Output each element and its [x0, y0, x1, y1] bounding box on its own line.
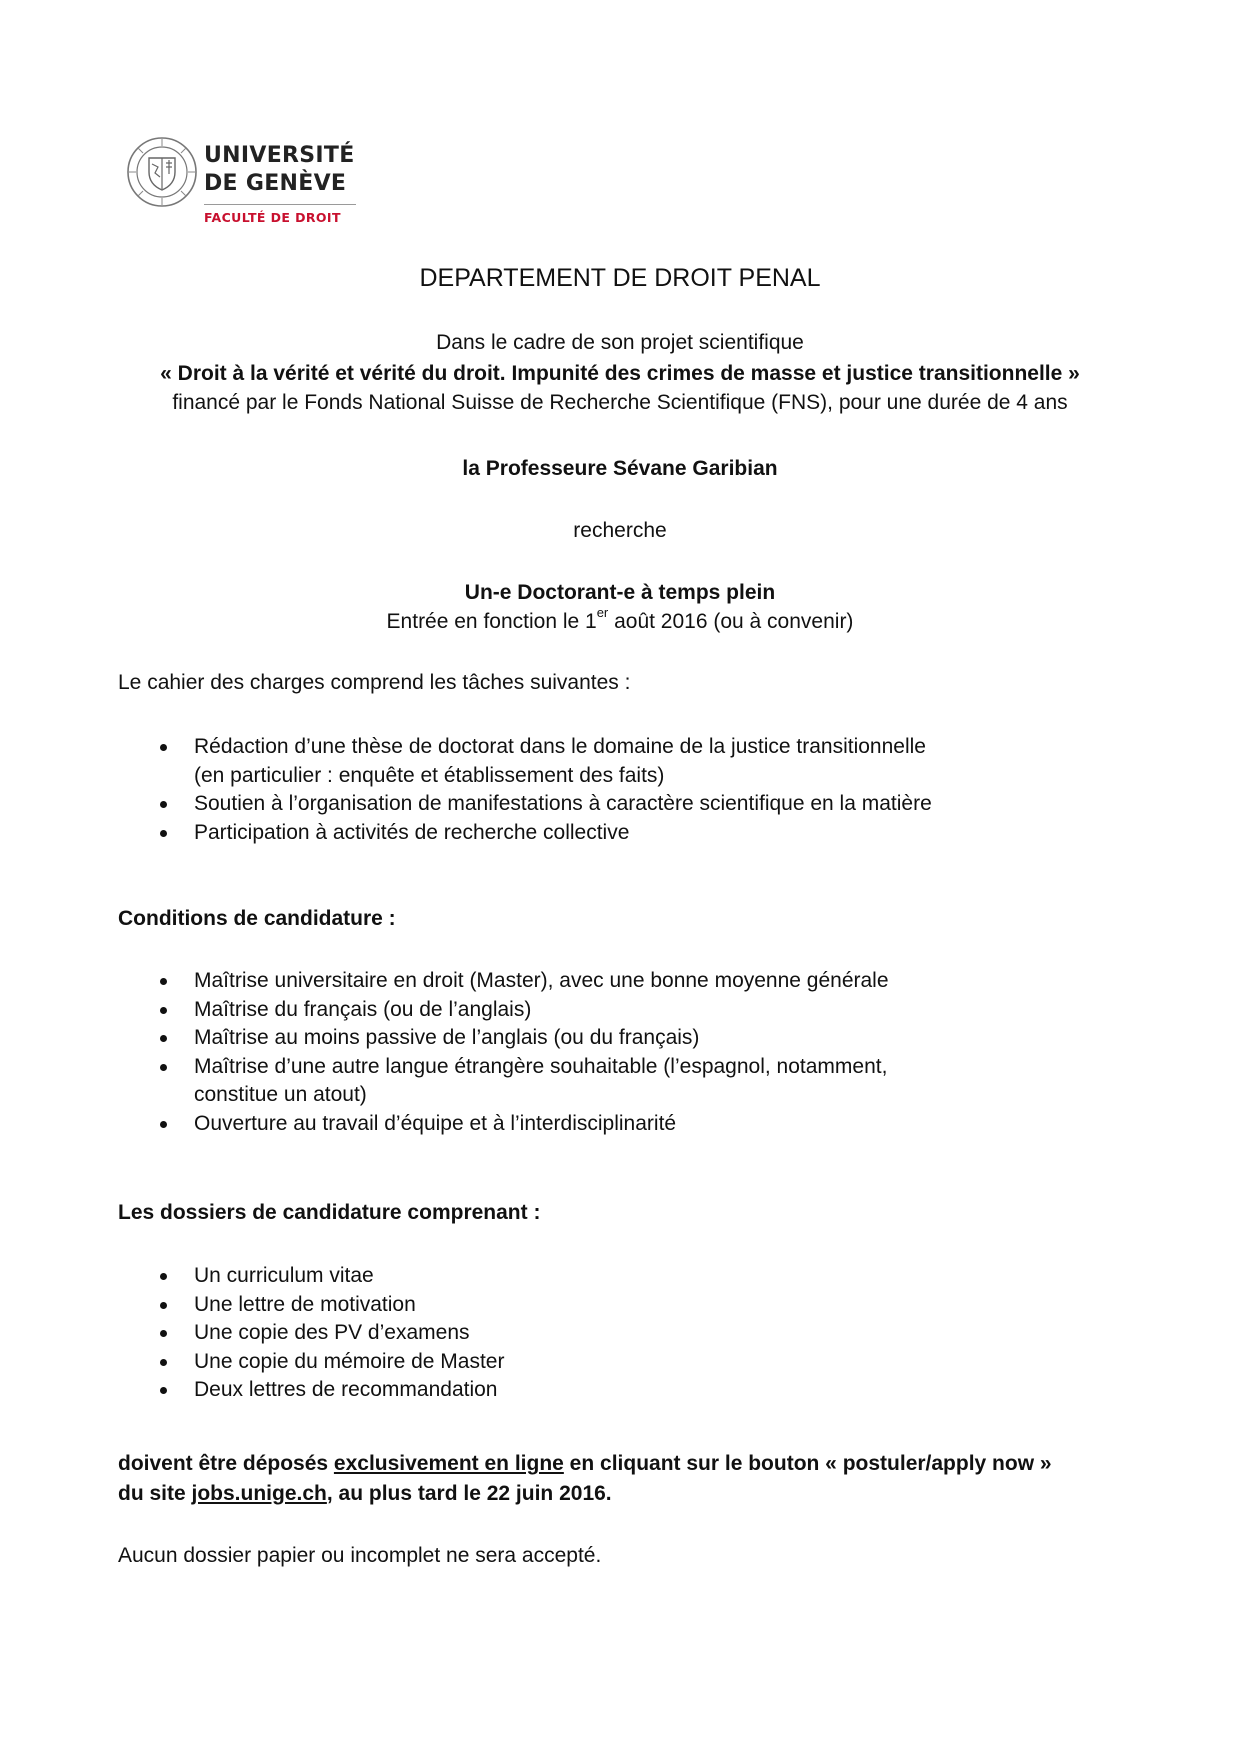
footer-note: Aucun dossier papier ou incomplet ne sera accepté. — [118, 1544, 602, 1567]
university-name — [204, 142, 355, 198]
list-item-text: Maîtrise au moins passive de l’anglais (ou du français) — [194, 1026, 700, 1049]
list-item — [118, 1024, 889, 1053]
list-item — [118, 967, 889, 996]
professor-name: la Professeure Sévane Garibian — [462, 457, 778, 480]
recherche-text: recherche — [573, 519, 667, 542]
dossiers-list — [118, 1262, 504, 1405]
start-date — [0, 605, 1240, 636]
submission-text: , au plus tard le 22 juin 2016. — [326, 1482, 612, 1505]
list-item-text: Rédaction d’une thèse de doctorat dans le domaine de la justice transitionnelle — [194, 735, 926, 758]
list-item — [118, 1053, 889, 1110]
list-item-text: Ouverture au travail d’équipe et à l’interdisciplinarité — [194, 1111, 677, 1135]
funding-line: financé par le Fonds National Suisse de Recherche Scientifique (FNS), pour une durée de 4 ans — [172, 391, 1068, 414]
list-item-text: Une lettre de motivation — [194, 1292, 416, 1316]
submission-text: doivent être déposés — [118, 1452, 334, 1475]
start-date-superscript: er — [596, 605, 609, 620]
list-item — [118, 996, 889, 1025]
position-title: Un-e Doctorant-e à temps plein — [464, 581, 776, 604]
list-item — [118, 1376, 504, 1405]
logo-divider — [204, 204, 356, 205]
list-item — [118, 1110, 889, 1139]
list-item-text: Deux lettres de recommandation — [194, 1378, 498, 1401]
list-item-text-continued: constitue un atout) — [194, 1083, 367, 1106]
geneva-seal-icon — [126, 136, 198, 208]
list-item-text: Soutien à l’organisation de manifestations à caractère scientifique en la matière — [194, 792, 932, 815]
list-item-text-continued: (en particulier : enquête et établissement des faits) — [194, 763, 665, 787]
conditions-heading: Conditions de candidature : — [118, 907, 396, 930]
submission-line-1 — [118, 1450, 1052, 1478]
list-item — [118, 1319, 504, 1348]
list-item-text: Maîtrise universitaire en droit (Master), avec une bonne moyenne générale — [194, 969, 889, 992]
start-date-prefix: Entrée en fonction le 1 — [386, 610, 597, 633]
list-item-text: Une copie du mémoire de Master — [194, 1349, 505, 1373]
list-item — [118, 733, 932, 790]
faculty-name: FACULTÉ DE DROIT — [204, 210, 341, 225]
list-item-text: Un curriculum vitae — [194, 1264, 374, 1287]
department-title: DEPARTEMENT DE DROIT PENAL — [419, 264, 821, 292]
list-item — [118, 1348, 504, 1377]
university-logo — [126, 132, 356, 228]
intro-line: Dans le cadre de son projet scientifique — [436, 331, 804, 354]
online-only-emphasis: exclusivement en ligne — [333, 1452, 564, 1475]
list-item — [118, 1291, 504, 1320]
submission-line-2 — [118, 1480, 612, 1508]
list-item-text: Maîtrise d’une autre langue étrangère souhaitable (l’espagnol, notamment, — [194, 1054, 888, 1078]
list-item — [118, 819, 932, 848]
list-item-text: Une copie des PV d’examens — [194, 1321, 470, 1344]
tasks-list — [118, 733, 932, 847]
list-item-text: Participation à activités de recherche collective — [194, 820, 630, 844]
jobs-site-link[interactable]: jobs.unige.ch — [191, 1482, 327, 1505]
university-name-line1: UNIVERSITÉ — [204, 143, 355, 168]
dossiers-heading: Les dossiers de candidature comprenant : — [118, 1201, 541, 1224]
project-title: « Droit à la vérité et vérité du droit. Impunité des crimes de masse et justice transitionnelle » — [160, 362, 1080, 385]
submission-text: du site — [118, 1482, 192, 1505]
conditions-list — [118, 967, 889, 1138]
list-item — [118, 790, 932, 819]
tasks-heading: Le cahier des charges comprend les tâches suivantes : — [118, 671, 631, 694]
start-date-suffix: août 2016 (ou à convenir) — [608, 610, 854, 633]
university-name-line2: DE GENÈVE — [204, 171, 347, 196]
list-item — [118, 1262, 504, 1291]
list-item-text: Maîtrise du français (ou de l’anglais) — [194, 997, 532, 1021]
submission-text: en cliquant sur le bouton « postuler/apply now » — [563, 1452, 1052, 1475]
